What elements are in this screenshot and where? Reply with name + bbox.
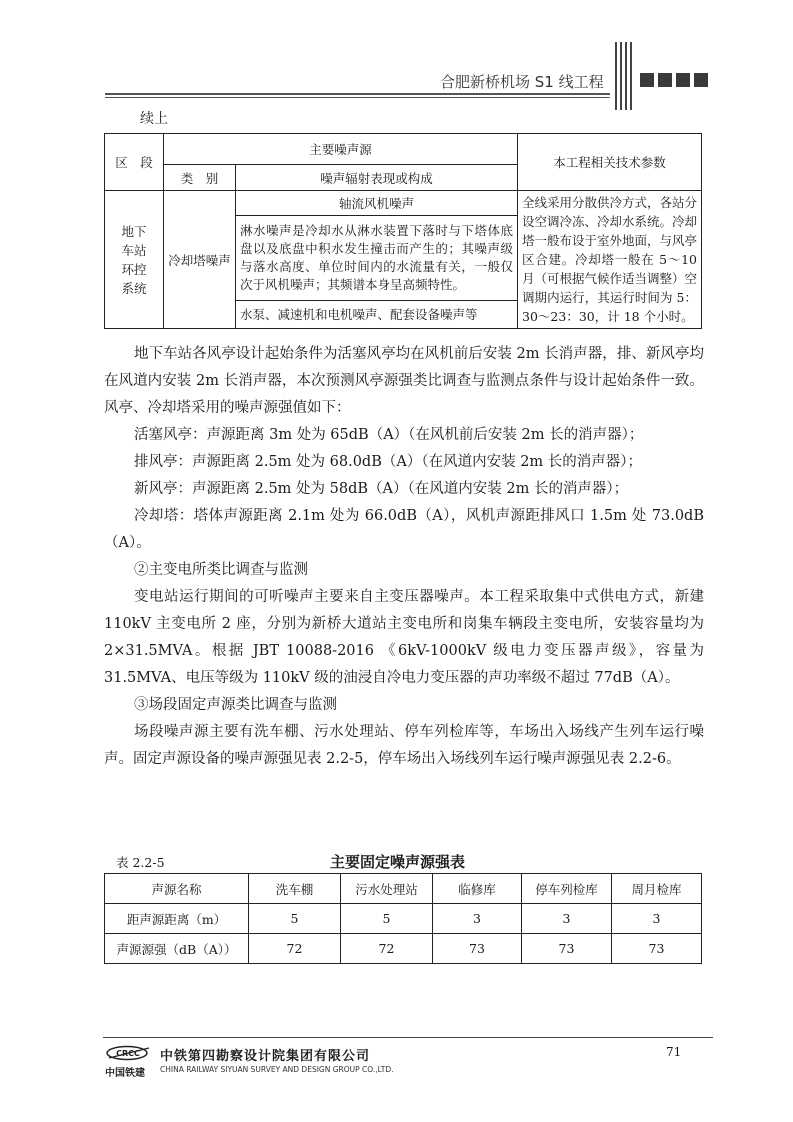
table-title: 主要固定噪声源强表 bbox=[330, 853, 466, 871]
table-header: 声源名称 bbox=[105, 874, 249, 904]
area-line: 系统 bbox=[121, 280, 147, 296]
paragraph: 排风亭：声源距离 2.5m 处为 68.0dB（A）（在风道内安装 2m 长的消声器）； bbox=[134, 454, 643, 470]
composition-fan: 轴流风机噪声 bbox=[236, 191, 518, 216]
table-cell: 3 bbox=[433, 904, 522, 934]
noise-source-table bbox=[104, 133, 702, 329]
table-cell: 3 bbox=[612, 904, 702, 934]
logo-subtitle: 中国铁建 bbox=[105, 1068, 145, 1079]
footer-rule bbox=[103, 1037, 713, 1038]
header-params: 本工程相关技术参数 bbox=[518, 134, 702, 191]
subheader-composition: 噪声辐射表现或构成 bbox=[236, 165, 518, 191]
table-cell: 5 bbox=[249, 904, 341, 934]
area-line: 环控 bbox=[121, 261, 147, 277]
table-cell: 72 bbox=[341, 934, 433, 964]
paragraph: 活塞风亭：声源距离 3m 处为 65dB（A）（在风机前后安装 2m 长的消声器）； bbox=[134, 427, 644, 443]
header-rule-bottom bbox=[105, 97, 610, 98]
table-cell: 3 bbox=[522, 904, 612, 934]
table-header: 周月检库 bbox=[612, 874, 702, 904]
paragraph: 变电站运行期间的可听噪声主要来自主变压器噪声。本工程采取集中式供电方式，新建 110kV 主变电所 2 座，分别为新桥大道站主变电所和岗集车辆段主变电所，安装容量均为 2×31.5MVA。根据 JBT 10088-2016 《6kV-1000kV 级电力变压器声级》，容量为 31.5MVA、电压等级为 110kV 级的油浸自冷电力变压器的声功率级不超过 77dB（A）。 bbox=[104, 589, 704, 686]
area-line: 地下 bbox=[121, 223, 147, 239]
table-header: 污水处理站 bbox=[341, 874, 433, 904]
table-header: 洗车棚 bbox=[249, 874, 341, 904]
table-header-row bbox=[105, 874, 702, 904]
section-heading: ③场段固定声源类比调查与监测 bbox=[134, 697, 337, 713]
company-name-en: CHINA RAILWAY SIYUAN SURVEY AND DESIGN GROUP CO.,LTD. bbox=[160, 1065, 394, 1074]
composition-pump: 水泵、减速机和电机噪声、配套设备噪声等 bbox=[236, 301, 518, 329]
fixed-noise-source-table bbox=[104, 873, 702, 964]
running-header-title: 合肥新桥机场 S1 线工程 bbox=[440, 73, 604, 91]
table-cell: 73 bbox=[612, 934, 702, 964]
page-number: 71 bbox=[666, 1045, 682, 1059]
row-label: 距声源距离（m） bbox=[105, 904, 249, 934]
table-cell: 72 bbox=[249, 934, 341, 964]
composition-water: 淋水噪声是冷却水从淋水装置下落时与下塔体底盘以及底盘中积水发生撞击而产生的；其噪声级与落水高度、单位时间内的水流量有关，一般仅次于风机噪声；其频谱本身呈高频特性。 bbox=[236, 216, 518, 301]
header-area: 区 段 bbox=[105, 134, 164, 191]
logo-text: CRCC bbox=[116, 1049, 140, 1058]
body-text bbox=[104, 341, 704, 773]
paragraph: 冷却塔：塔体声源距离 2.1m 处为 66.0dB（A），风机声源距排风口 1.5m 处 73.0dB（A）。 bbox=[104, 508, 704, 551]
area-line: 车站 bbox=[121, 242, 147, 258]
paragraph: 新风亭：声源距离 2.5m 处为 58dB（A）（在风道内安装 2m 长的消声器）； bbox=[134, 481, 629, 497]
type-cell: 冷却塔噪声 bbox=[164, 191, 236, 329]
row-label: 声源源强（dB（A）） bbox=[105, 934, 249, 964]
paragraph: 地下车站各风亭设计起始条件为活塞风亭均在风机前后安装 2m 长消声器，排、新风亭均在风道内安装 2m 长消声器，本次预测风亭源强类比调查与监测点条件与设计起始条件一致。风亭、冷却塔采用的噪声源强值如下： bbox=[104, 346, 704, 416]
subheader-type: 类 别 bbox=[164, 165, 236, 191]
table-row bbox=[105, 934, 702, 964]
table-cell: 5 bbox=[341, 904, 433, 934]
table-row bbox=[105, 904, 702, 934]
header-rule-top bbox=[105, 93, 610, 95]
params-cell: 全线采用分散供冷方式，各站分设空调冷冻、冷却水系统。冷却塔一般布设于室外地面，与风亭区合建。冷却塔一般在 5～10 月（可根据气候作适当调整）空调期内运行，其运行时间为 5：30～23：30，计 18 个小时。 bbox=[518, 191, 702, 329]
table-cell: 73 bbox=[522, 934, 612, 964]
crcc-logo-icon bbox=[105, 1045, 155, 1061]
header-main-source: 主要噪声源 bbox=[164, 134, 518, 165]
continued-label: 续上 bbox=[140, 111, 168, 127]
paragraph: 场段噪声源主要有洗车棚、污水处理站、停车列检库等，车场出入场线产生列车运行噪声。固定声源设备的噪声源强见表 2.2-5，停车场出入场线列车运行噪声源强见表 2.2-6。 bbox=[104, 724, 704, 767]
table-cell: 73 bbox=[433, 934, 522, 964]
section-heading: ②主变电所类比调查与监测 bbox=[134, 562, 308, 578]
table-header: 临修库 bbox=[433, 874, 522, 904]
table-number: 表 2.2-5 bbox=[116, 855, 165, 870]
area-cell bbox=[105, 191, 164, 329]
company-name: 中铁第四勘察设计院集团有限公司 bbox=[160, 1049, 371, 1064]
table-header: 停车列检库 bbox=[522, 874, 612, 904]
